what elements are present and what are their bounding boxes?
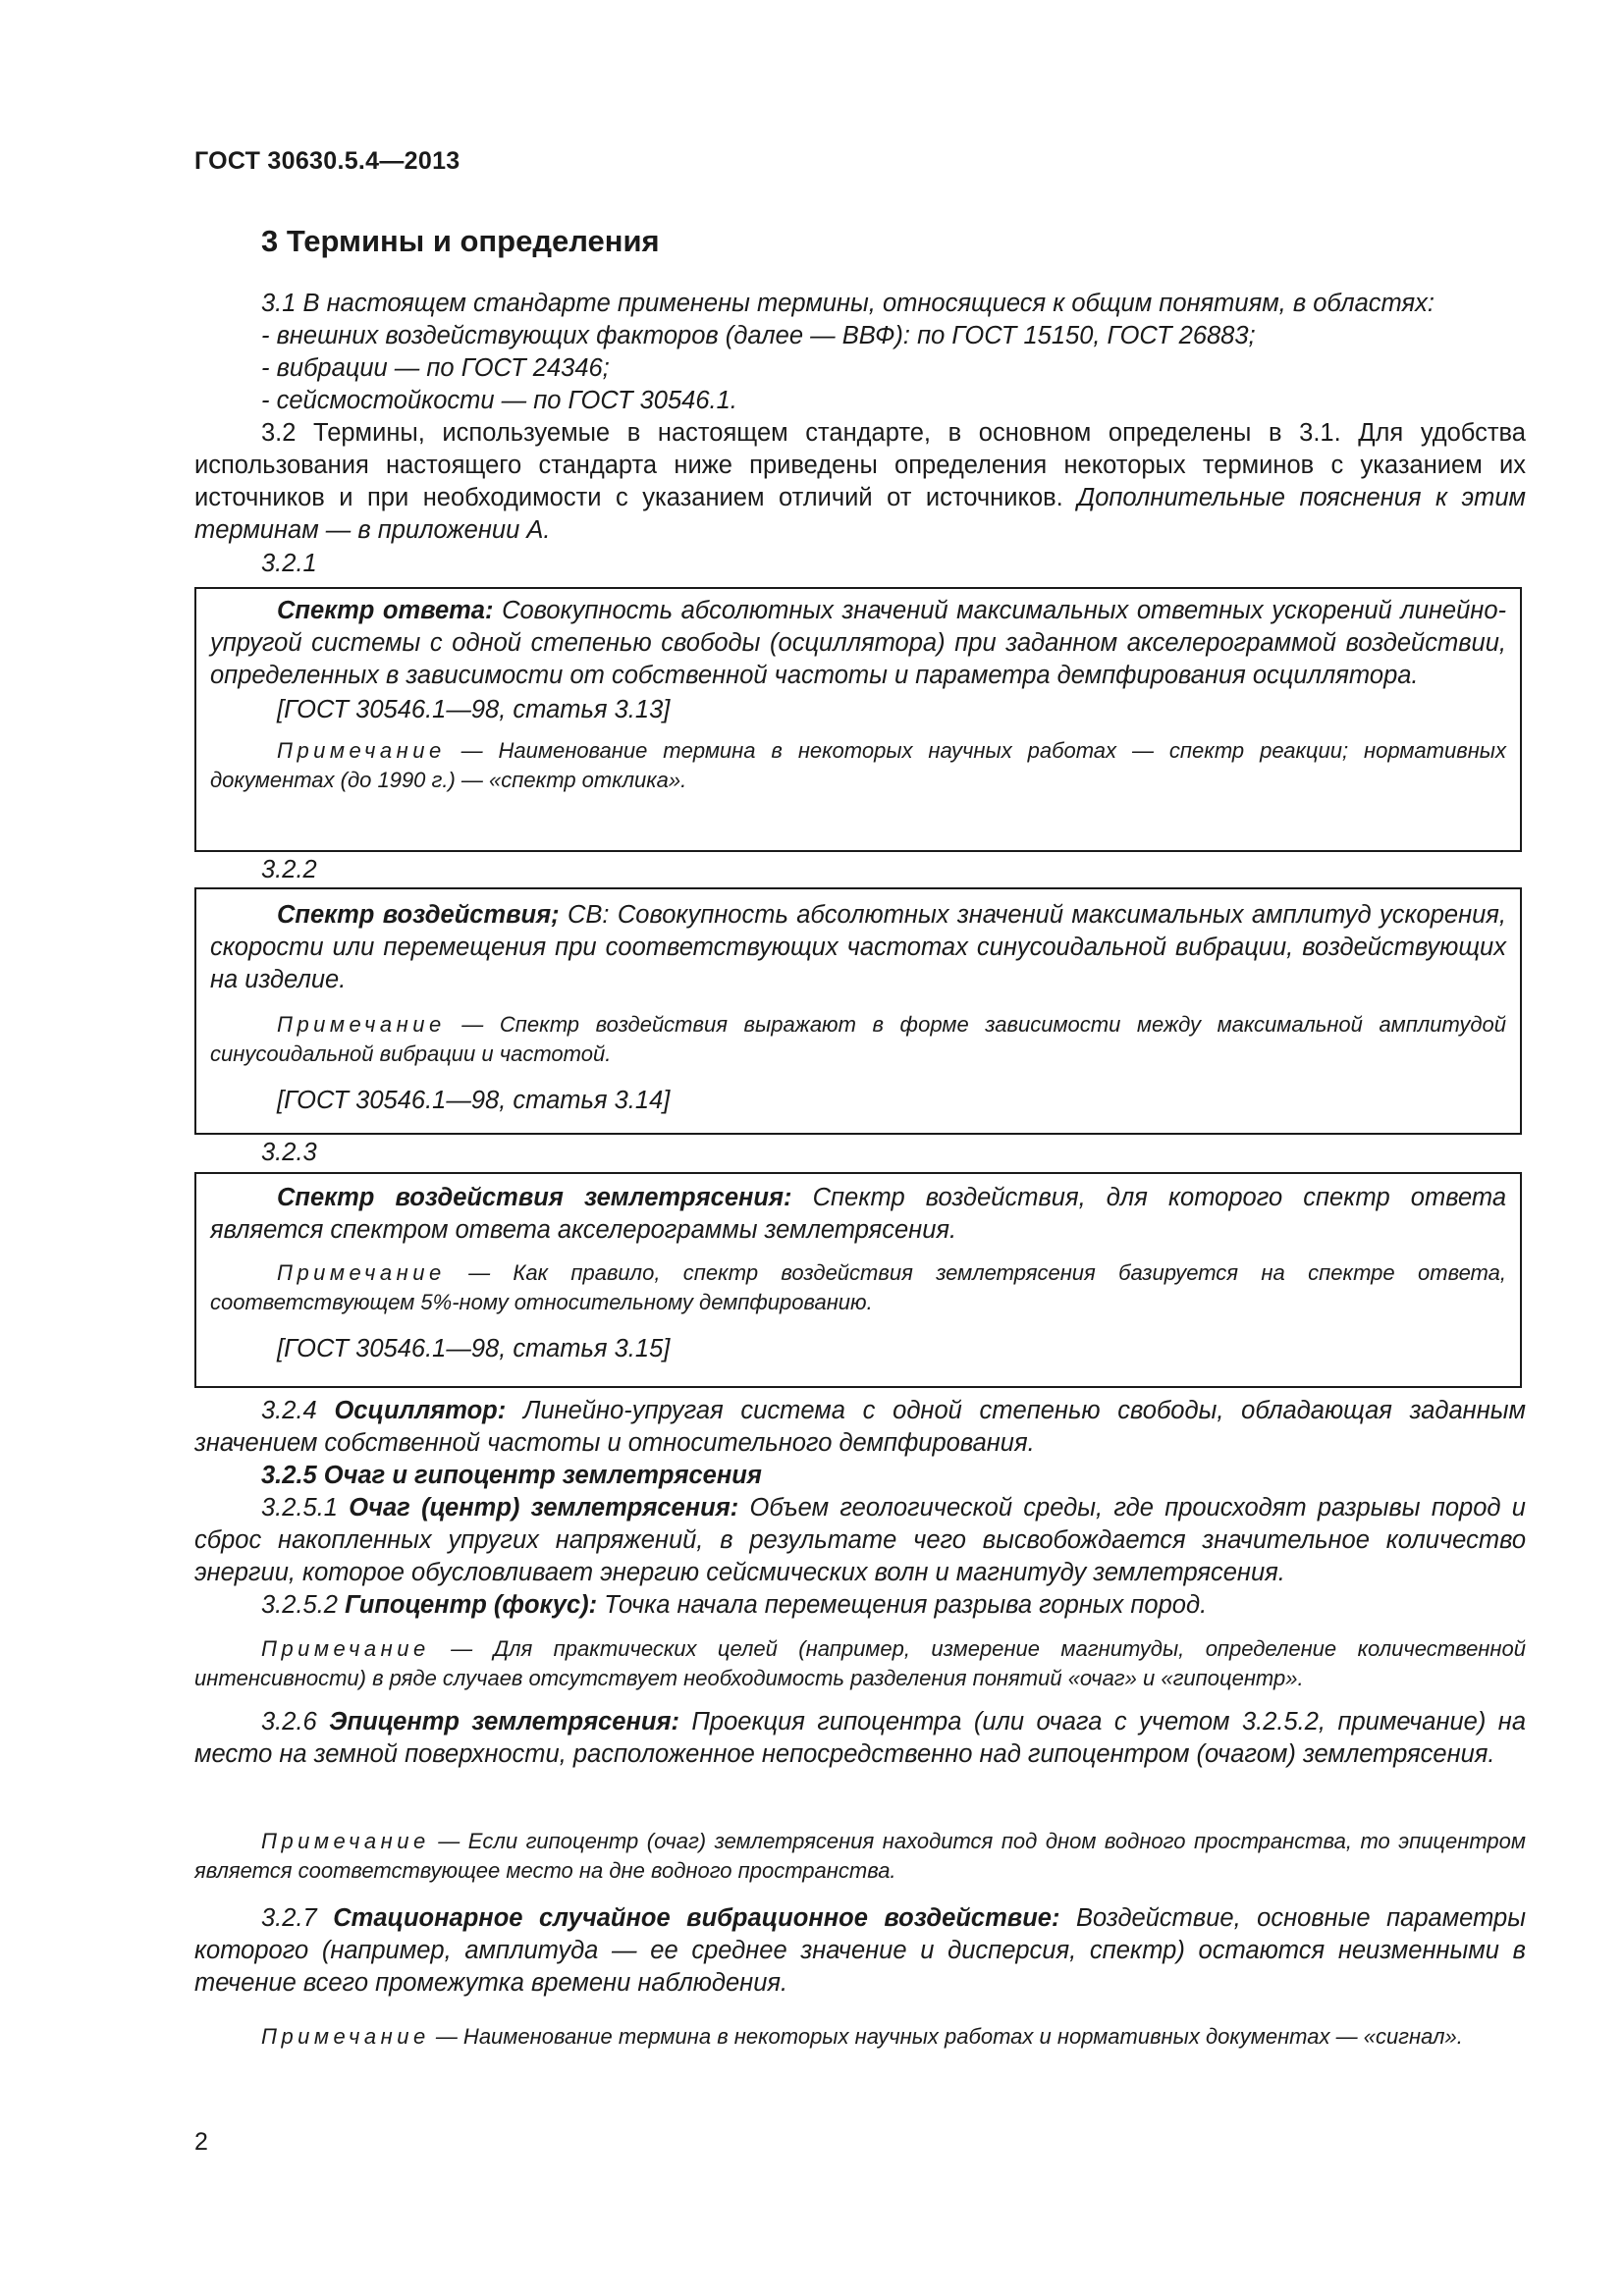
term-box-3-2-1 — [194, 587, 1522, 852]
term-reference: [ГОСТ 30546.1—98, статья 3.14] — [277, 1087, 671, 1114]
term-definition — [210, 899, 1506, 996]
note-text: — Если гипоцентр (очаг) землетрясения находится под дном водного пространства, то эпицентром является соответствующее место на дне водного пространства. — [194, 1829, 1526, 1883]
note-label: Примечание — [261, 2024, 430, 2049]
page-number: 2 — [194, 2128, 208, 2156]
paragraph-3-2-italic: Дополнительные пояснения к этим терминам — в приложении А. — [194, 484, 1526, 544]
term-3-2-5-2 — [194, 1589, 1526, 1622]
term-definition — [210, 595, 1506, 692]
term-3-2-5-title: 3.2.5 Очаг и гипоцентр землетрясения — [261, 1462, 762, 1489]
note-label: Примечание — [277, 1260, 446, 1285]
list-item: - внешних воздействующих факторов (далее — ВВФ): по ГОСТ 15150, ГОСТ 26883; — [261, 322, 1256, 349]
note-label: Примечание — [277, 1012, 446, 1037]
paragraph-3-2 — [194, 417, 1526, 547]
term-number: 3.2.4 — [261, 1397, 335, 1424]
term-3-2-6 — [194, 1706, 1526, 1771]
term-number: 3.2.5.1 — [261, 1494, 350, 1522]
term-number-3-2-2: 3.2.2 — [261, 856, 317, 883]
paragraph-3-2-text: 3.2 Термины, используемые в настоящем стандарте, в основном определены в 3.1. Для удобства использования настоящего стандарта ниже приведены определения некоторых терминов с указанием их источников и при необходимости с указанием отличий от источников. — [194, 419, 1526, 511]
note-label: Примечание — [277, 738, 446, 763]
term-reference: [ГОСТ 30546.1—98, статья 3.13] — [277, 696, 671, 723]
term-3-2-5-1 — [194, 1492, 1526, 1589]
term-definition-text: Точка начала перемещения разрыва горных пород. — [597, 1591, 1208, 1619]
term-3-2-7 — [194, 1902, 1526, 2000]
note-label: Примечание — [261, 1829, 430, 1853]
note-text: — Для практических целей (например, измерение магнитуды, определение количественной интенсивности) в ряде случаев отсутствует необходимость разделения понятий «очаг» и «гипоцентр». — [194, 1636, 1526, 1690]
note-text: — Как правило, спектр воздействия землетрясения базируется на спектре ответа, соответствующем 5%-ному относительному демпфированию. — [210, 1260, 1506, 1314]
paragraph-3-1-lead: 3.1 В настоящем стандарте применены термины, относящиеся к общим понятиям, в областях: — [261, 290, 1435, 317]
term-box-3-2-3 — [194, 1172, 1522, 1388]
term-name: Гипоцентр (фокус): — [345, 1591, 598, 1619]
term-note-3-2-6 — [194, 1827, 1526, 1886]
term-definition-text: СВ: Совокупность абсолютных значений максимальных амплитуд ускорения, скорости или перемещения при соответствующих частотах синусоидальной вибрации, воздействующих на изделие. — [210, 901, 1506, 993]
term-reference: [ГОСТ 30546.1—98, статья 3.15] — [277, 1335, 671, 1362]
document-header: ГОСТ 30630.5.4—2013 — [194, 147, 460, 175]
term-note — [210, 1010, 1506, 1069]
note-text: — Наименование термина в некоторых научных работах и нормативных документах — «сигнал». — [429, 2024, 1463, 2049]
term-name: Осциллятор: — [334, 1397, 507, 1424]
term-note — [210, 736, 1506, 795]
term-definition-text: Спектр воздействия, для которого спектр ответа является спектром ответа акселерограммы землетрясения. — [210, 1184, 1507, 1244]
term-number: 3.2.7 — [261, 1904, 334, 1932]
term-definition-text: Воздействие, основные параметры которого (например, амплитуда — ее среднее значение и дисперсия, спектр) остаются неизменными в течение всего промежутка времени наблюдения. — [194, 1904, 1526, 1997]
term-name: Спектр воздействия; — [277, 901, 560, 929]
term-note-3-2-5 — [194, 1634, 1526, 1693]
term-definition-text: Проекция гипоцентра (или очага с учетом 3.2.5.2, примечание) на место на земной поверхности, расположенное непосредственно над гипоцентром (очагом) землетрясения. — [194, 1708, 1527, 1768]
term-name: Очаг (центр) землетрясения: — [349, 1494, 739, 1522]
note-label: Примечание — [261, 1636, 430, 1661]
term-name: Спектр воздействия землетрясения: — [277, 1184, 792, 1211]
term-number: 3.2.6 — [261, 1708, 330, 1735]
term-name: Стационарное случайное вибрационное воздействие: — [333, 1904, 1060, 1932]
term-number: 3.2.5.2 — [261, 1591, 346, 1619]
term-note-3-2-7 — [194, 2022, 1526, 2052]
term-definition-text: Объем геологической среды, где происходят разрывы пород и сброс накопленных упругих напряжений, в результате чего высвобождается значительное количество энергии, которое обусловливает энергию сейсмических волн и магнитуду землетрясения. — [194, 1494, 1526, 1586]
list-item: - вибрации — по ГОСТ 24346; — [261, 354, 610, 382]
paragraph-3-1 — [194, 288, 1526, 417]
list-item: - сейсмостойкости — по ГОСТ 30546.1. — [261, 387, 737, 414]
section-title: 3 Термины и определения — [261, 224, 660, 258]
term-name: Эпицентр землетрясения: — [329, 1708, 679, 1735]
term-definition-text: Совокупность абсолютных значений максимальных ответных ускорений линейно-упругой системы с одной степенью свободы (осциллятора) при заданном акселерограммой воздействии, определенных в зависимости от собственной частоты и параметра демпфирования осциллятора. — [210, 597, 1506, 689]
note-text: — Спектр воздействия выражают в форме зависимости между максимальной амплитудой синусоидальной вибрации и частотой. — [210, 1012, 1506, 1066]
term-3-2-4 — [194, 1395, 1526, 1460]
term-definition-text: Линейно-упругая система с одной степенью свободы, обладающая заданным значением собственной частоты и относительного демпфирования. — [194, 1397, 1526, 1457]
term-name: Спектр ответа: — [277, 597, 494, 624]
term-definition — [210, 1182, 1506, 1247]
note-text: — Наименование термина в некоторых научных работах — спектр реакции; нормативных документах (до 1990 г.) — «спектр отклика». — [210, 738, 1506, 792]
term-number-3-2-1: 3.2.1 — [261, 550, 317, 577]
term-note — [210, 1258, 1506, 1317]
term-box-3-2-2 — [194, 887, 1522, 1135]
term-number-3-2-3: 3.2.3 — [261, 1139, 317, 1166]
